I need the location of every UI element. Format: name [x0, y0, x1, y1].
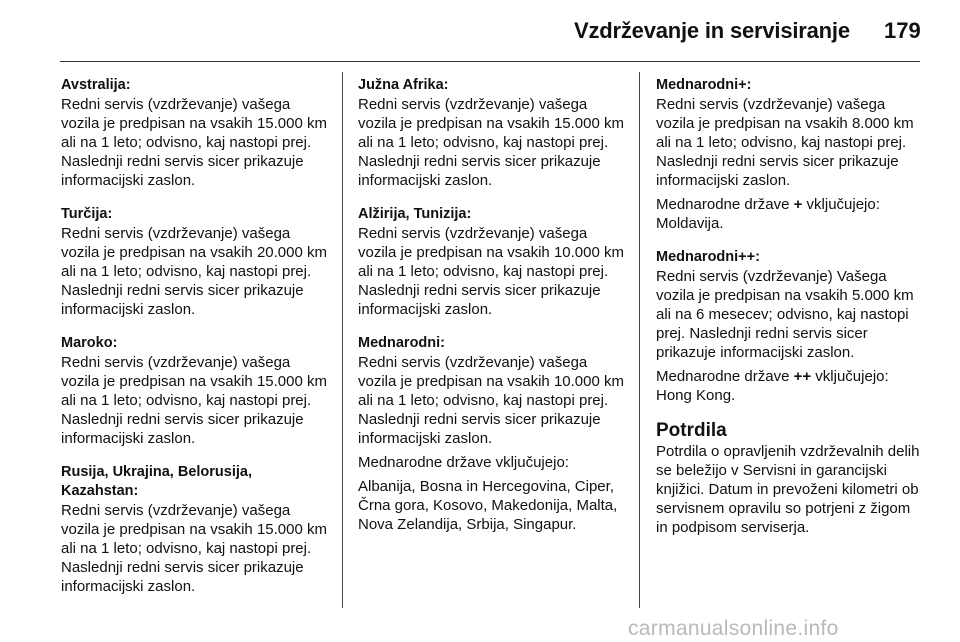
section-heading: Mednarodni+: [656, 77, 752, 93]
page-title: Vzdrževanje in servisiranje [574, 18, 850, 43]
column-left [61, 76, 329, 611]
note-text: Mednarodne države [656, 368, 790, 385]
section-heading: Turčija: [61, 206, 113, 222]
certificates-heading: Potrdila [656, 420, 727, 441]
section-text: Redni servis (vzdrževanje) vašega vozila je predpisan na vsakih 15.000 km ali na 1 leto; odvisno, kaj nastopi prej. Naslednji redni servis sicer prikazuje informacijski zaslon. [358, 96, 624, 189]
section-text: Redni servis (vzdrževanje) vašega vozila je predpisan na vsakih 8.000 km ali na 1 leto; odvisno, kaj nastopi prej. Naslednji redni servis sicer prikazuje informacijski zaslon. [656, 96, 914, 189]
page-header [0, 0, 960, 62]
watermark: carmanualsonline.info [628, 617, 839, 640]
section-text: Redni servis (vzdrževanje) vašega vozila je predpisan na vsakih 10.000 km ali na 1 leto; odvisno, kaj nastopi prej. Naslednji redni servis sicer prikazuje informacijski zaslon. [358, 354, 624, 447]
section-russia [61, 463, 329, 596]
column-middle [358, 76, 626, 549]
section-heading: Mednarodni++: [656, 249, 760, 265]
section-text: Redni servis (vzdrževanje) vašega vozila je predpisan na vsakih 10.000 km ali na 1 leto; odvisno, kaj nastopi prej. Naslednji redni servis sicer prikazuje informacijski zaslon. [358, 225, 624, 318]
section-certificates [656, 420, 926, 537]
section-heading: Rusija, Ukrajina, Belorusija, Kazahstan: [61, 464, 252, 499]
section-heading: Alžirija, Tunizija: [358, 206, 472, 222]
section-international [358, 334, 626, 534]
section-text: Redni servis (vzdrževanje) vašega vozila je predpisan na vsakih 15.000 km ali na 1 leto; odvisno, kaj nastopi prej. Naslednji redni servis sicer prikazuje informacijski zaslon. [61, 96, 327, 189]
section-heading: Maroko: [61, 335, 118, 351]
section-australia [61, 76, 329, 190]
note-symbol: ++ [793, 368, 812, 385]
note-text: vključujejo: Hong Kong. [656, 368, 889, 404]
section-heading: Južna Afrika: [358, 77, 449, 93]
section-international-plus [656, 76, 926, 233]
section-international-plus-plus [656, 248, 926, 405]
international-note: Mednarodne države vključujejo: [358, 454, 569, 471]
international-countries: Albanija, Bosna in Hercegovina, Ciper, Črna gora, Kosovo, Makedonija, Malta, Nova Zelandija, Srbija, Singapur. [358, 478, 618, 533]
note-text: Mednarodne države [656, 196, 790, 213]
note-text: vključujejo: Moldavija. [656, 196, 880, 232]
page-number: 179 [884, 18, 921, 43]
section-algeria-tunisia [358, 205, 626, 319]
section-south-africa [358, 76, 626, 190]
section-text: Redni servis (vzdrževanje) vašega vozila je predpisan na vsakih 15.000 km ali na 1 leto; odvisno, kaj nastopi prej. Naslednji redni servis sicer prikazuje informacijski zaslon. [61, 354, 327, 447]
section-turkey [61, 205, 329, 319]
column-divider-1 [342, 72, 343, 608]
header-divider [60, 61, 920, 62]
section-text: Redni servis (vzdrževanje) Vašega vozila je predpisan na vsakih 5.000 km ali na 6 mesecev; odvisno, kaj nastopi prej. Naslednji redni servis sicer prikazuje informacijski zaslon. [656, 268, 914, 361]
section-heading: Avstralija: [61, 77, 131, 93]
section-heading: Mednarodni: [358, 335, 445, 351]
note-symbol: + [793, 196, 803, 213]
international-plus-plus-note [656, 367, 926, 405]
column-right [656, 76, 926, 552]
section-morocco [61, 334, 329, 448]
section-text: Redni servis (vzdrževanje) vašega vozila je predpisan na vsakih 15.000 km ali na 1 leto; odvisno, kaj nastopi prej. Naslednji redni servis sicer prikazuje informacijski zaslon. [61, 502, 327, 595]
section-text: Redni servis (vzdrževanje) vašega vozila je predpisan na vsakih 20.000 km ali na 1 leto; odvisno, kaj nastopi prej. Naslednji redni servis sicer prikazuje informacijski zaslon. [61, 225, 327, 318]
certificates-text: Potrdila o opravljenih vzdrževalnih delih se beležijo v Servisni in garancijski knjižici. Datum in prevoženi kilometri ob servisnem opravilu so potrjeni z žigom in podpisom serviserja. [656, 443, 920, 536]
international-plus-note [656, 195, 926, 233]
column-divider-2 [639, 72, 640, 608]
